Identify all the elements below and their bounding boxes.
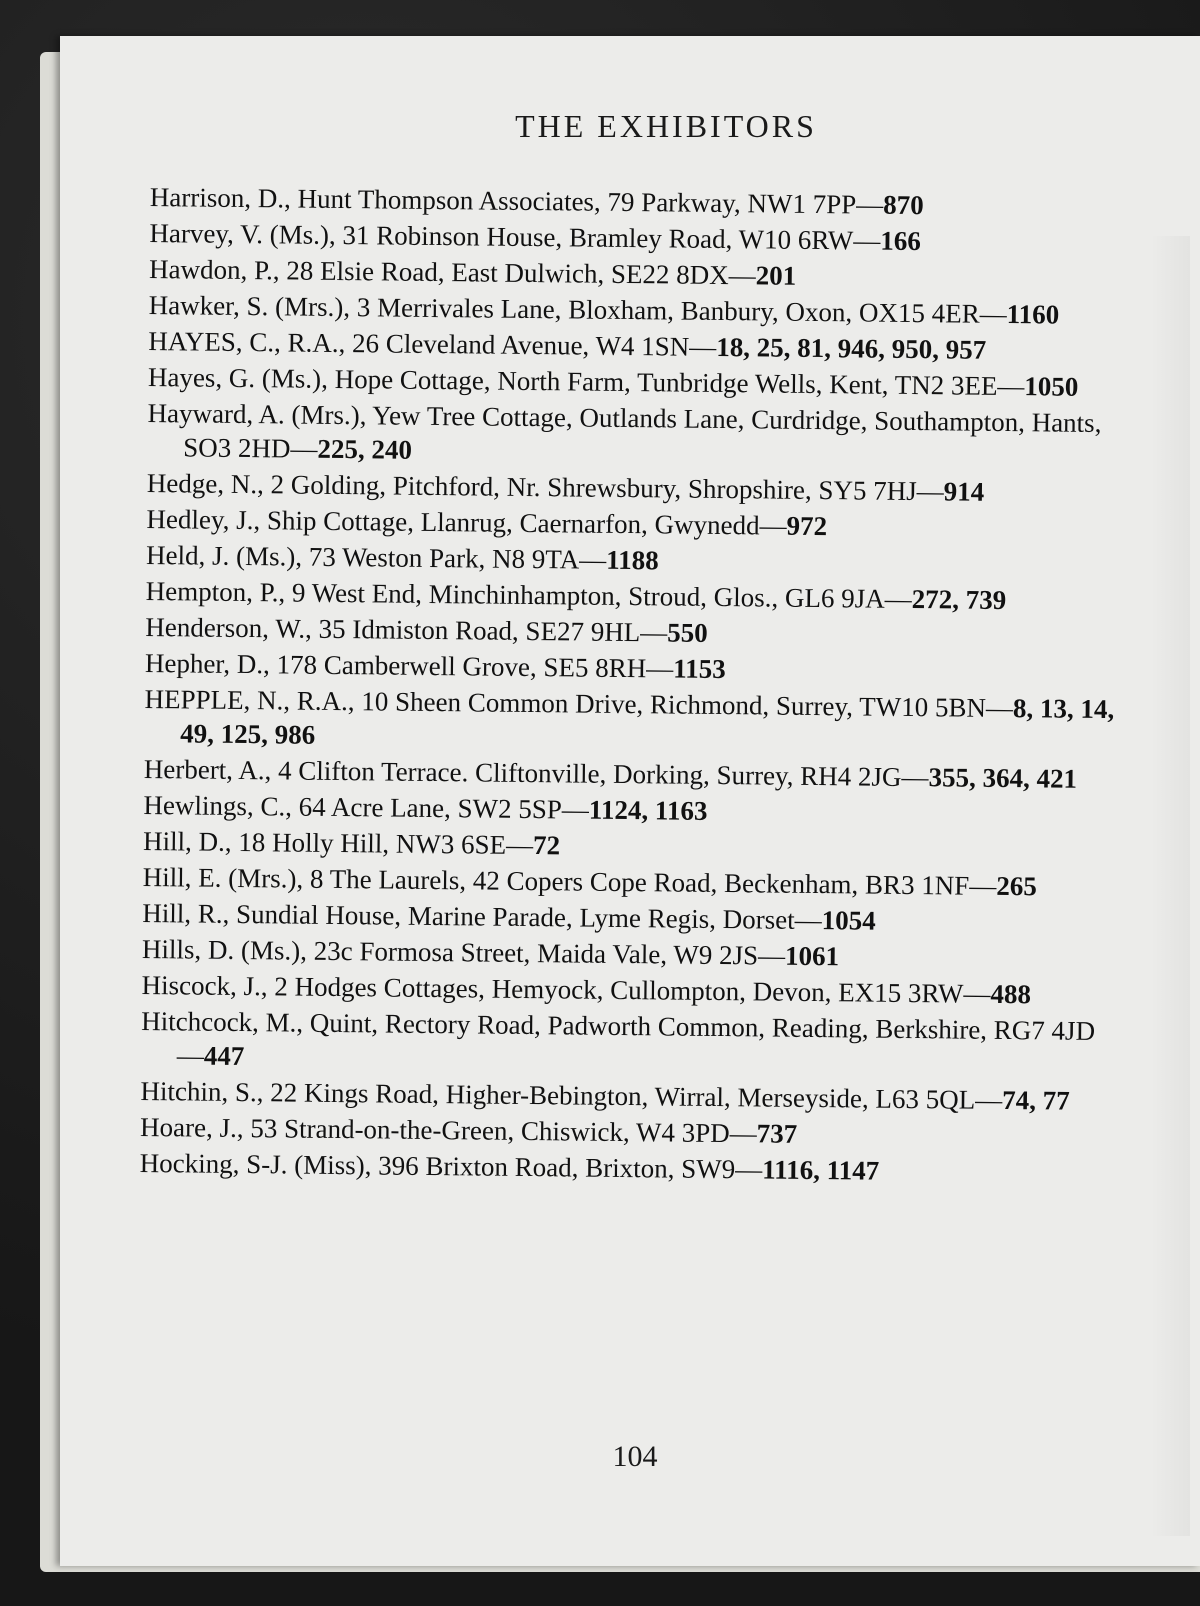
exhibitor-name: Hewlings, C.: [143, 789, 286, 822]
exhibitor-name: Hempton, P.: [145, 575, 279, 608]
exhibitor-address: , Hope Cottage, North Farm, Tunbridge Wells, Kent, TN2 3EE—: [321, 363, 1025, 402]
exhibitor-address: , 28 Elsie Road, East Dulwich, SE22 8DX—: [272, 255, 756, 291]
exhibitor-address: , 35 Idmiston Road, SE27 9HL—: [304, 613, 668, 648]
catalogue-numbers: 914: [943, 476, 985, 507]
catalogue-numbers: 1054: [821, 905, 876, 936]
catalogue-numbers: 8, 13, 14, 49, 125, 986: [180, 693, 1115, 750]
catalogue-numbers: 447: [203, 1040, 245, 1072]
exhibitor-name: Hitchin, S.: [140, 1075, 257, 1108]
catalogue-numbers: 225, 240: [317, 433, 413, 465]
exhibitor-entry: [144, 682, 1115, 760]
exhibitor-name: Hayes, G. (Ms.): [147, 361, 322, 394]
catalogue-numbers: 550: [667, 617, 708, 648]
exhibitor-name: Hills, D. (Ms.): [141, 933, 301, 966]
show-through: [1150, 236, 1190, 1536]
catalogue-numbers: 1050: [1024, 371, 1079, 402]
catalogue-numbers: 1160: [1006, 298, 1060, 330]
exhibitor-address: , 3 Merrivales Lane, Bloxham, Banbury, Oxon, OX15 4ER—: [343, 292, 1007, 329]
catalogue-numbers: 18, 25, 81, 946, 950, 957: [716, 331, 987, 365]
exhibitor-address: , 9 West End, Minchinhampton, Stroud, Glos., GL6 9JA—: [278, 577, 912, 614]
catalogue-numbers: 166: [880, 225, 922, 257]
page-heading: THE EXHIBITORS: [515, 108, 817, 144]
exhibitor-name: Held, J. (Ms.): [145, 539, 296, 572]
exhibitor-name: Hocking, S-J. (Miss): [139, 1147, 365, 1181]
exhibitor-name: Hill, D.: [142, 825, 225, 857]
exhibitor-address: , 18 Holly Hill, NW3 6SE—: [224, 826, 534, 861]
exhibitor-address: , 31 Robinson House, Bramley Road, W10 6RW—: [328, 219, 881, 256]
exhibitor-name: HEPPLE, N., R.A.: [144, 683, 348, 717]
catalogue-numbers: 272, 739: [911, 584, 1007, 615]
exhibitor-name: HAYES, C., R.A.: [148, 325, 339, 358]
exhibitor-name: Hoare, J.: [139, 1111, 237, 1143]
exhibitor-name: Hill, R.: [142, 897, 223, 929]
exhibitor-name: Hedley, J.: [146, 503, 254, 536]
catalogue-numbers: 1188: [606, 544, 659, 576]
exhibitor-entry: [147, 396, 1118, 474]
exhibitor-name: Harrison, D.: [149, 181, 285, 214]
exhibitor-name: Herbert, A.: [143, 753, 265, 786]
catalogue-numbers: 488: [990, 978, 1032, 1010]
exhibitor-address: , Sundial House, Marine Parade, Lyme Regis, Dorset—: [222, 898, 822, 936]
exhibitor-name: Henderson, W.: [145, 611, 306, 644]
catalogue-numbers: 72: [532, 830, 561, 861]
exhibitor-address: , 73 Weston Park, N8 9TA—: [295, 541, 607, 575]
catalogue-numbers: 1061: [784, 940, 840, 972]
exhibitor-address: , 178 Camberwell Grove, SE5 8RH—: [262, 649, 674, 684]
catalogue-numbers: 1116, 1147: [762, 1154, 880, 1186]
catalogue-numbers: 355, 364, 421: [928, 762, 1078, 794]
exhibitor-name: Hedge, N.: [146, 467, 258, 500]
exhibitor-address: , Quint, Rectory Road, Padworth Common, Reading, Berkshire, RG7 4JD—: [176, 1007, 1096, 1071]
catalogue-numbers: 201: [755, 260, 797, 291]
exhibitor-address: , 396 Brixton Road, Brixton, SW9—: [364, 1150, 763, 1185]
exhibitor-name: Hawker, S. (Mrs.): [148, 289, 344, 323]
page-number: 104: [612, 1440, 658, 1473]
exhibitor-address: , 10 Sheen Common Drive, Richmond, Surrey, TW10 5BN—: [347, 686, 1014, 724]
exhibitor-address: , 64 Acre Lane, SW2 5SP—: [285, 791, 590, 825]
exhibitor-address: , 4 Clifton Terrace. Cliftonville, Dorking, Surrey, RH4 2JG—: [264, 755, 929, 793]
catalogue-numbers: 265: [996, 870, 1037, 902]
exhibitor-name: Harvey, V. (Ms.): [149, 217, 330, 250]
catalogue-numbers: 1153: [673, 653, 726, 685]
catalogue-numbers: 1124, 1163: [588, 794, 708, 826]
exhibitor-list: [140, 180, 1120, 1192]
exhibitor-name: Hawdon, P.: [148, 253, 273, 286]
exhibitor-name: Hitchcock, M.: [141, 1005, 297, 1038]
catalogue-numbers: 972: [786, 510, 828, 542]
exhibitor-entry: [141, 1004, 1112, 1082]
exhibitor-address: , 2 Hodges Cottages, Hemyock, Cullompton, Devon, EX15 3RW—: [260, 971, 991, 1009]
catalogue-numbers: 737: [756, 1118, 798, 1149]
exhibitor-address: , Hunt Thompson Associates, 79 Parkway, NW1 7PP—: [283, 183, 884, 220]
catalogue-numbers: 870: [883, 189, 924, 221]
exhibitor-name: Hiscock, J.: [141, 969, 261, 1002]
catalogue-numbers: 74, 77: [1002, 1084, 1070, 1116]
exhibitor-address: , 53 Strand-on-the-Green, Chiswick, W4 3PD—: [236, 1112, 757, 1149]
exhibitor-address: , 26 Cleveland Avenue, W4 1SN—: [338, 327, 717, 362]
exhibitor-name: Hepher, D.: [144, 647, 264, 680]
exhibitor-address: , 8 The Laurels, 42 Copers Cope Road, Beckenham, BR3 1NF—: [296, 863, 997, 901]
exhibitor-address: , Ship Cottage, Llanrug, Caernarfon, Gwynedd—: [253, 505, 787, 541]
exhibitor-address: , 22 Kings Road, Higher-Bebington, Wirral, Merseyside, L63 5QL—: [256, 1077, 1003, 1115]
exhibitor-address: , 23c Formosa Street, Maida Vale, W9 2JS—: [300, 935, 786, 971]
exhibitor-address: , Yew Tree Cottage, Outlands Lane, Curdridge, Southampton, Hants, SO3 2HD—: [183, 400, 1102, 464]
exhibitor-name: Hill, E. (Mrs.): [142, 861, 297, 894]
exhibitor-address: , 2 Golding, Pitchford, Nr. Shrewsbury, Shropshire, SY5 7HJ—: [256, 469, 944, 507]
exhibitor-name: Hayward, A. (Mrs.): [147, 397, 360, 431]
